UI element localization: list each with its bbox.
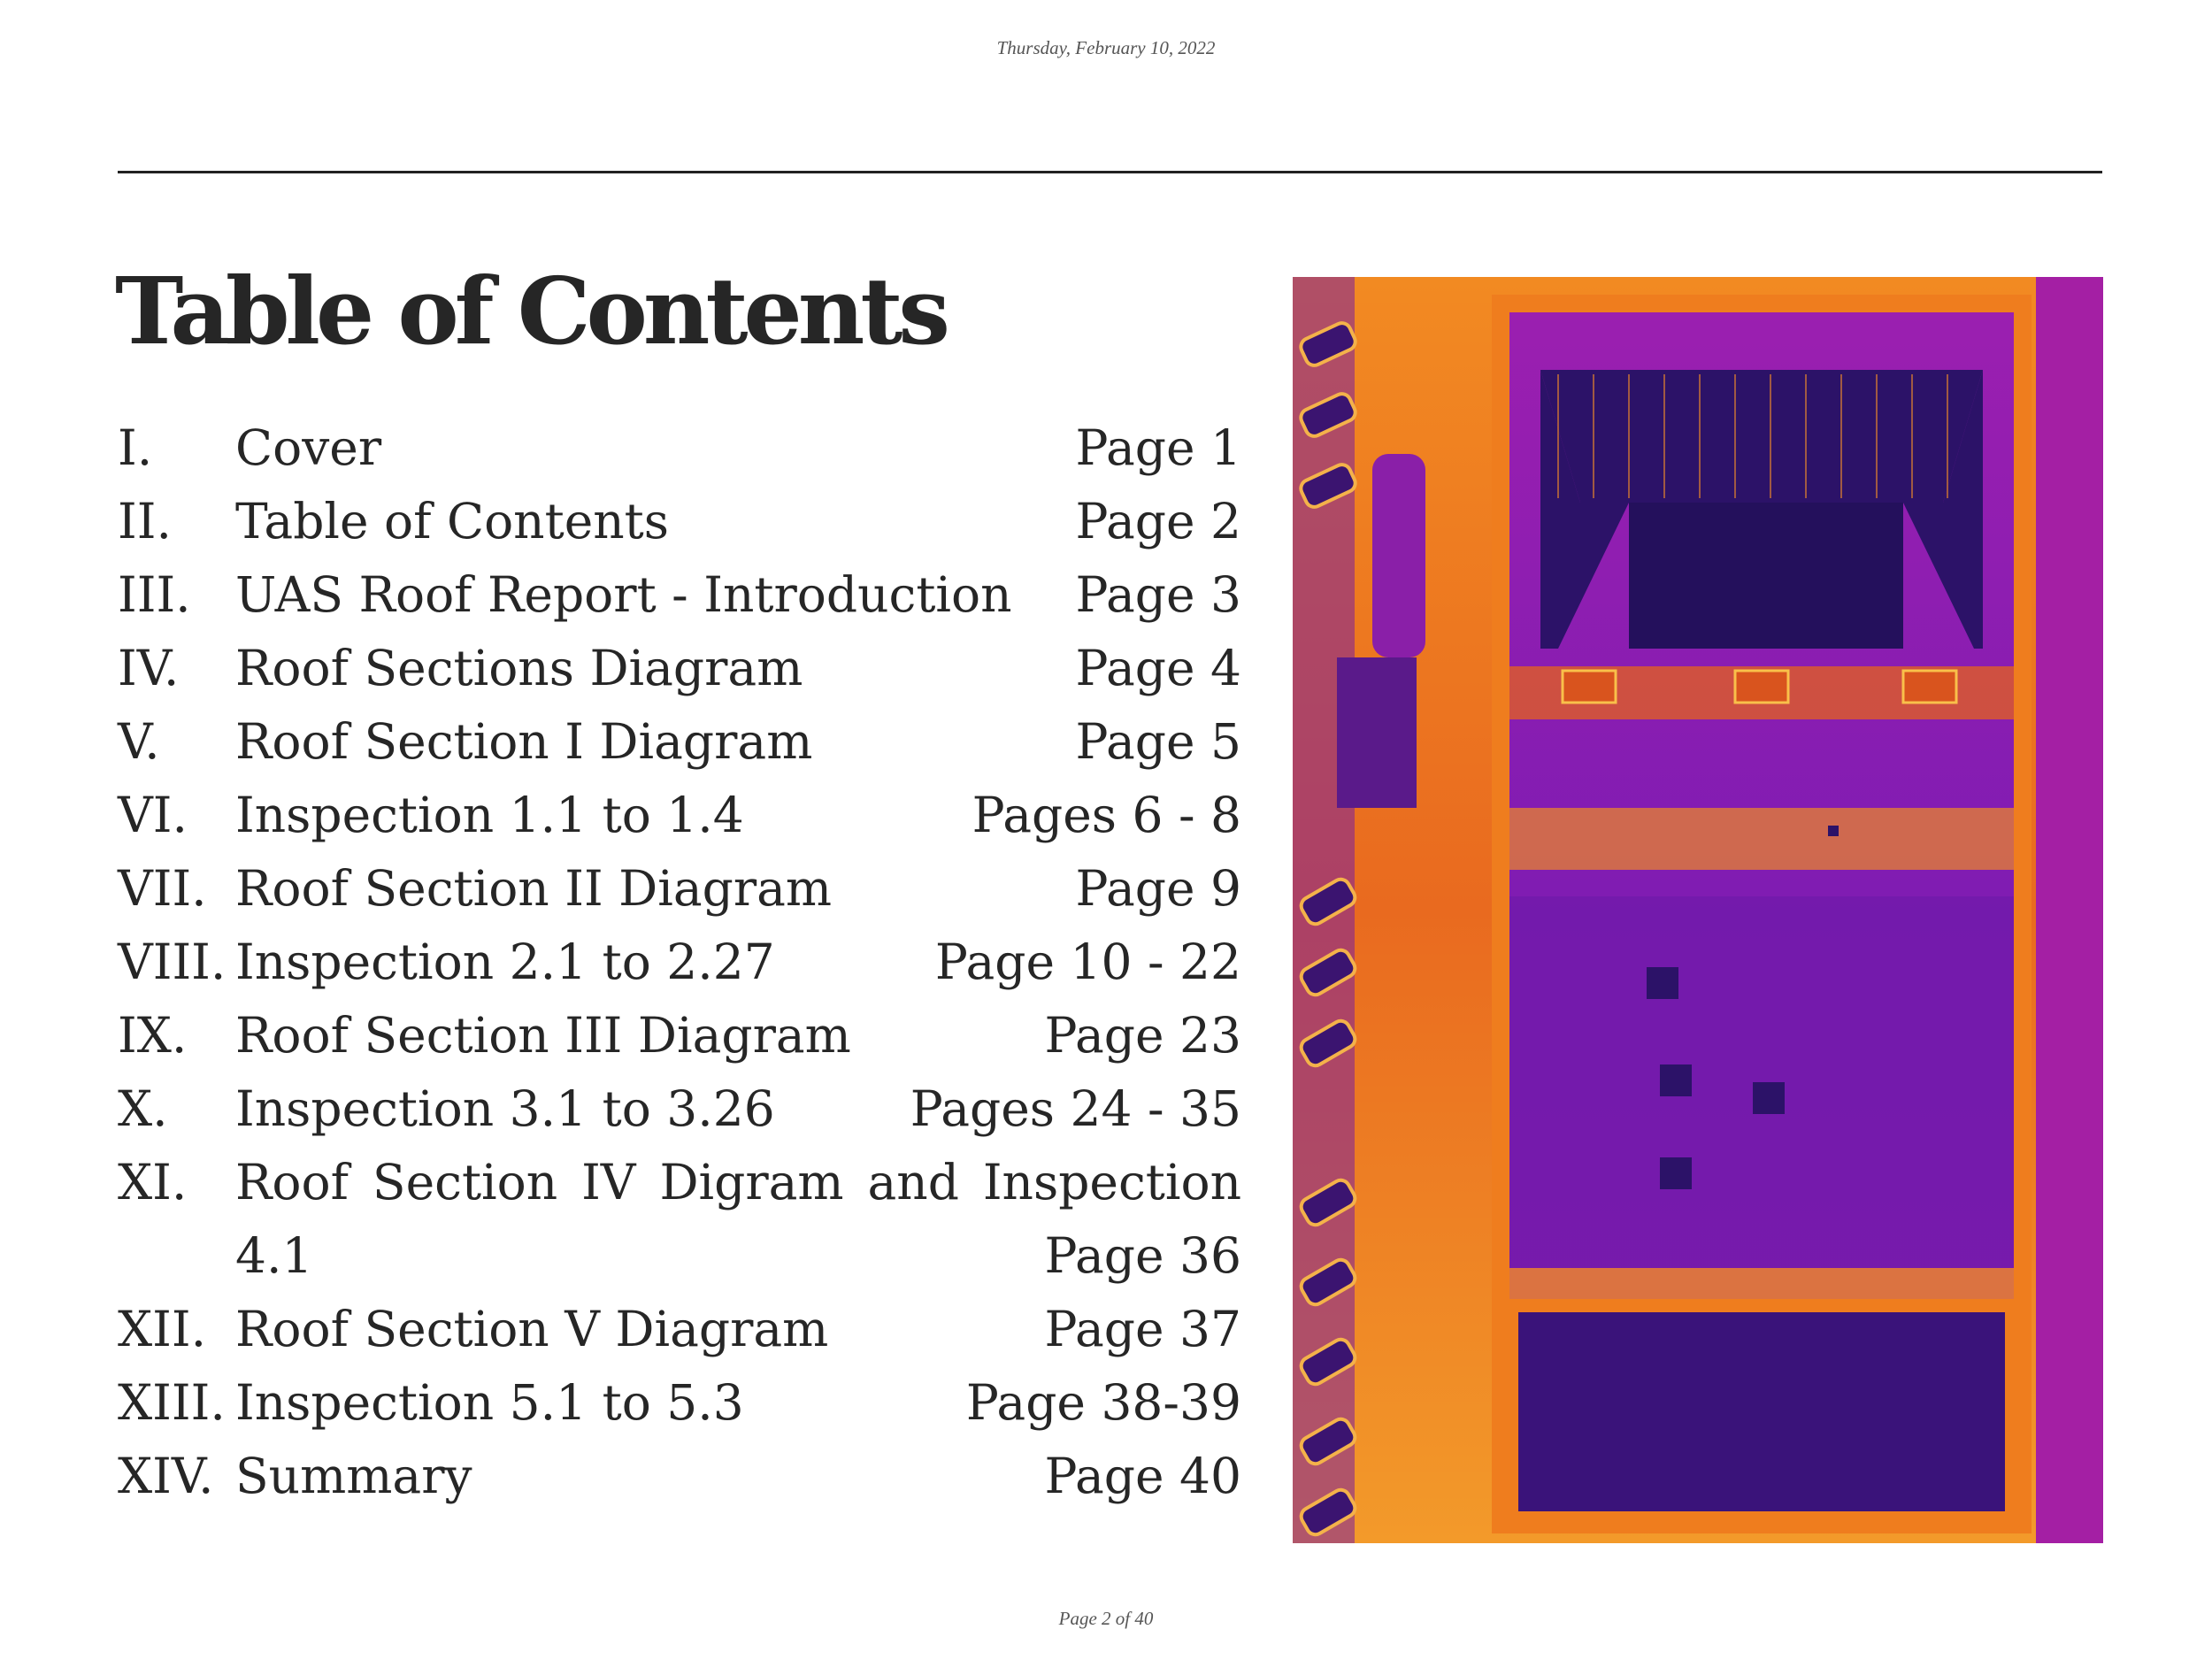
- toc-item-number: VIII.: [118, 934, 227, 990]
- header-divider: [118, 171, 2102, 173]
- toc-item-page: Page 40: [1044, 1448, 1241, 1504]
- right-strip: [2036, 277, 2103, 1543]
- toc-item-summary[interactable]: [118, 1440, 1241, 1513]
- page-title: Table of Contents: [115, 257, 946, 365]
- toc-item-number: II.: [118, 493, 172, 549]
- hip-roof-upper: [1540, 370, 1983, 503]
- toc-item-page: Page 5: [1075, 713, 1241, 770]
- toc-item-number: IV.: [118, 640, 180, 696]
- toc-item-wrap-body: [235, 1146, 1241, 1293]
- toc-item-page: Page 23: [1044, 1007, 1241, 1064]
- toc-item-page: Page 36: [1044, 1227, 1241, 1284]
- toc-item-number: VI.: [118, 787, 188, 843]
- toc-item-number: X.: [118, 1080, 168, 1137]
- toc-item-roof-sections-diagram[interactable]: [118, 632, 1241, 705]
- toc-item-continuation: [235, 1219, 1241, 1293]
- toc-item-cover[interactable]: [118, 411, 1241, 485]
- toc-item-label: Table of Contents: [235, 493, 670, 549]
- toc-item-number: V.: [118, 713, 160, 770]
- toc-item-label: Roof Section V Diagram: [235, 1301, 829, 1357]
- toc-item-number: III.: [118, 566, 191, 623]
- toc-item-label: Cover: [235, 419, 382, 476]
- toc-item-label: UAS Roof Report - Introduction: [235, 566, 1012, 623]
- toc-item-inspection-3[interactable]: [118, 1072, 1241, 1146]
- thermal-roof-svg: [1293, 277, 2103, 1543]
- toc-item-label: Roof Section III Diagram: [235, 1007, 851, 1064]
- toc-item-label: Inspection 3.1 to 3.26: [235, 1080, 775, 1137]
- toc-item-number: VII.: [118, 860, 207, 917]
- footer-page-number: Page 2 of 40: [1058, 1608, 1154, 1629]
- toc-item-label: Roof Section II Diagram: [235, 860, 833, 917]
- toc-item-inspection-1[interactable]: [118, 779, 1241, 852]
- toc-item-number: XIII.: [118, 1374, 226, 1431]
- hip-roof-center: [1629, 503, 1903, 649]
- toc-item-label: Summary: [235, 1448, 472, 1504]
- thermal-roof-image: [1293, 277, 2103, 1543]
- toc-item-number: XI.: [118, 1154, 188, 1210]
- warm-band-2: [1509, 808, 2014, 870]
- side-annex: [1337, 657, 1417, 808]
- toc-item-page: Page 1: [1075, 419, 1241, 476]
- toc-item-section-4[interactable]: [118, 1146, 1241, 1293]
- toc-item-table-of-contents[interactable]: [118, 485, 1241, 558]
- header-date: Thursday, February 10, 2022: [996, 37, 1216, 58]
- toc-item-label: Roof Sections Diagram: [235, 640, 803, 696]
- bottom-roof: [1518, 1312, 2005, 1511]
- toc-item-label: Inspection 1.1 to 1.4: [235, 787, 744, 843]
- toc-item-label: Roof Section I Diagram: [235, 713, 813, 770]
- toc-item-page: Page 37: [1044, 1301, 1241, 1357]
- side-tank: [1372, 454, 1425, 657]
- toc-item-page: Page 9: [1075, 860, 1241, 917]
- toc-list: [118, 411, 1241, 1513]
- toc-item-label-continued: 4.1: [235, 1227, 313, 1284]
- toc-item-number: IX.: [118, 1007, 188, 1064]
- toc-item-number: XII.: [118, 1301, 207, 1357]
- toc-item-label: Inspection 2.1 to 2.27: [235, 934, 775, 990]
- toc-item-section-2-diagram[interactable]: [118, 852, 1241, 926]
- toc-item-label: Roof Section IV Digram and Inspection: [235, 1154, 1241, 1210]
- toc-item-inspection-2[interactable]: [118, 926, 1241, 999]
- toc-item-page: Page 10 - 22: [934, 934, 1241, 990]
- toc-item-page: Page 4: [1075, 640, 1241, 696]
- toc-item-section-3-diagram[interactable]: [118, 999, 1241, 1072]
- toc-item-page: Page 38-39: [965, 1374, 1241, 1431]
- toc-item-inspection-5[interactable]: [118, 1366, 1241, 1440]
- toc-item-page: Page 2: [1075, 493, 1241, 549]
- toc-item-number: I.: [118, 419, 153, 476]
- toc-item-page: Page 3: [1075, 566, 1241, 623]
- toc-item-page: Pages 24 - 35: [910, 1080, 1241, 1137]
- toc-item-section-5-diagram[interactable]: [118, 1293, 1241, 1366]
- toc-item-number: XIV.: [118, 1448, 214, 1504]
- toc-item-introduction[interactable]: [118, 558, 1241, 632]
- toc-item-label: Inspection 5.1 to 5.3: [235, 1374, 744, 1431]
- toc-item-section-1-diagram[interactable]: [118, 705, 1241, 779]
- toc-item-page: Pages 6 - 8: [972, 787, 1241, 843]
